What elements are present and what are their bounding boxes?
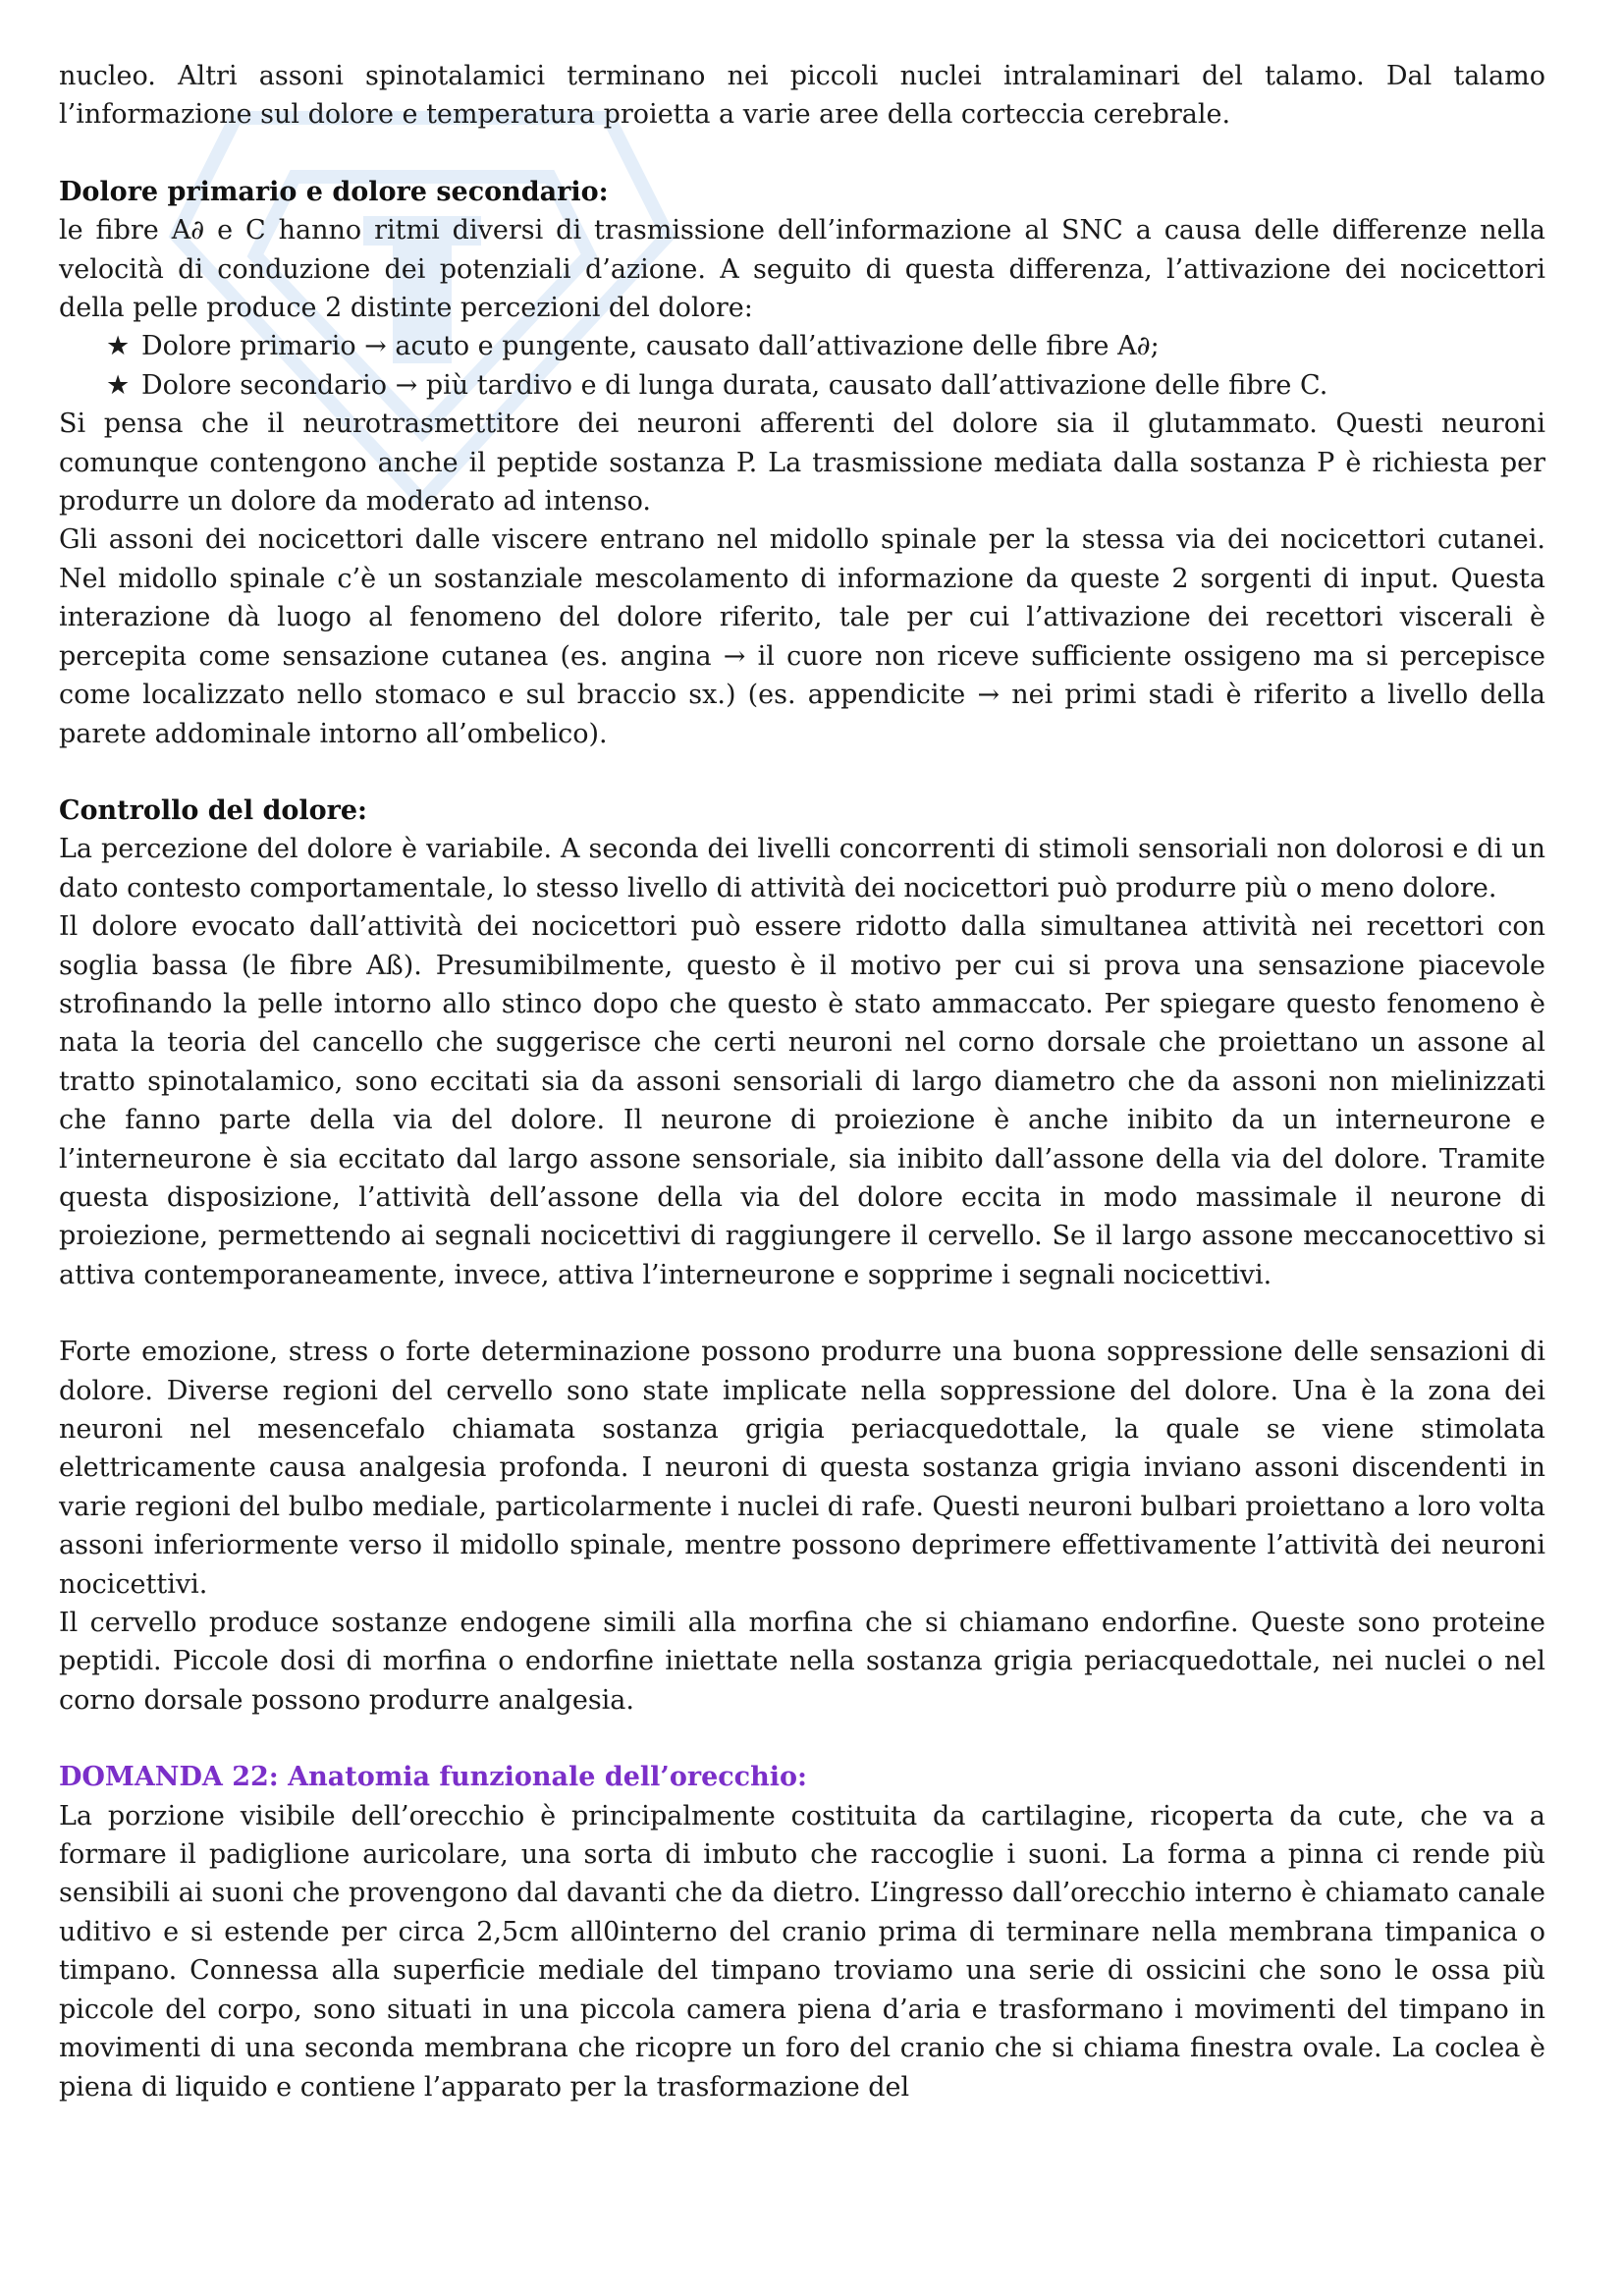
star-bullet-icon: ★ (106, 331, 131, 362)
list-item-text: Dolore secondario → più tardivo e di lunga durata, causato dall’attivazione delle fibre C. (141, 369, 1328, 401)
neurotransmitter-paragraph: Si pensa che il neurotrasmettitore dei neuroni afferenti del dolore sia il glutammato. Questi neuroni comunque contengono anche il peptide sostanza P. La trasmissione mediata dalla sostanza P è richiesta per produrre un dolore da moderato ad intenso. (59, 409, 1545, 518)
spacer (59, 1720, 1545, 1758)
section-heading-pain-control: Controllo del dolore: (59, 794, 367, 826)
referred-pain-paragraph: Gli assoni dei nocicettori dalle viscere entrano nel midollo spinale per la stessa via dei nocicettori cutanei. Nel midollo spinale c’è un sostanziale mescolamento di informazione da queste 2 sorgenti di input. Questa interazione dà luogo al fenomeno del dolore riferito, tale per cui l’attivazione dei recettori viscerali è percepita come sensazione cutanea (es. angina → il cuore non riceve sufficiente ossigeno ma si percepisce come localizzato nello stomaco e sul braccio sx.) (es. appendicite → nei primi stadi è riferito a livello della parete addominale intorno all’ombelico). (59, 524, 1545, 749)
gate-theory-paragraph: Il dolore evocato dall’attività dei nocicettori può essere ridotto dalla simultanea attività nei recettori con soglia bassa (le fibre Aß). Presumibilmente, questo è il motivo per cui si prova una sensazione piacevole strofinando la pelle intorno allo stinco dopo che questo è stato ammaccato. Per spiegare questo fenomeno è nata la teoria del cancello che suggerisce che certi neuroni nel corno dorsale che proiettano un assone al tratto spinotalamico, sono eccitati sia da assoni sensoriali di largo diametro che da assoni non mielinizzati che fanno parte della via del dolore. Il neurone di proiezione è anche inibito da un interneurone e l’interneurone è sia eccitato dal largo assone sensoriale, sia inibito dall’assone della via del dolore. Tramite questa disposizione, l’attività dell’assone della via del dolore eccita in modo massimale il neurone di proiezione, permettendo ai segnali nocicettivi di raggiungere il cervello. Se il largo assone meccanocettivo si attiva contemporaneamente, invece, attiva l’interneurone e sopprime i segnali nocicettivi. (59, 911, 1545, 1290)
primary-secondary-intro-paragraph: le fibre A∂ e C hanno ritmi diversi di trasmissione dell’informazione al SNC a causa delle differenze nella velocità di conduzione dei potenziali d’azione. A seguito di questa differenza, l’attivazione dei nocicettori della pelle produce 2 distinte percezioni del dolore: (59, 215, 1545, 324)
list-item (106, 327, 1545, 365)
ear-anatomy-paragraph: La porzione visibile dell’orecchio è principalmente costituita da cartilagine, ricoperta da cute, che va a formare il padiglione auricolare, una sorta di imbuto che raccoglie i suoni. La forma a pinna ci rende più sensibili ai suoni che provengono dal davanti che da dietro. L’ingresso dall’orecchio interno è chiamato canale uditivo e si estende per circa 2,5cm all0interno del cranio prima di terminare nella membrana timpanica o timpano. Connessa alla superficie mediale del timpano troviamo una serie di ossicini che sono le ossa più piccole del corpo, sono situati in una piccola camera piena d’aria e trasformano i movimenti del timpano in movimenti di una seconda membrana che ricopre un foro del cranio che si chiama finestra ovale. La coclea è piena di liquido e contiene l’apparato per la trasformazione del (59, 1800, 1545, 2103)
pain-suppression-paragraph: Forte emozione, stress o forte determinazione possono produrre una buona soppressione delle sensazioni di dolore. Diverse regioni del cervello sono state implicate nella soppressione del dolore. Una è la zona dei neuroni nel mesencefalo chiamata sostanza grigia periacquedottale, la quale se viene stimolata elettricamente causa analgesia profonda. I neuroni di questa sostanza grigia inviano assoni discendenti in varie regioni del bulbo mediale, particolarmente i nuclei di rafe. Questi neuroni bulbari proiettano a loro volta assoni inferiormente verso il midollo spinale, mentre possono deprimere effettivamente l’attività dei neuroni nocicettivi. (59, 1337, 1545, 1600)
spacer (59, 753, 1545, 792)
document-page (59, 57, 1545, 2106)
section-heading-primary-secondary-pain: Dolore primario e dolore secondario: (59, 176, 609, 207)
pain-perception-paragraph: La percezione del dolore è variabile. A seconda dei livelli concorrenti di stimoli sensoriali non dolorosi e di un dato contesto comportamentale, lo stesso livello di attività dei nocicettori può produrre più o meno dolore. (59, 834, 1545, 903)
intro-paragraph: nucleo. Altri assoni spinotalamici terminano nei piccoli nuclei intralaminari del talamo. Dal talamo l’informazione sul dolore e temperatura proietta a varie aree della corteccia cerebrale. (59, 61, 1545, 131)
question-22-heading: DOMANDA 22: Anatomia funzionale dell’orecchio: (59, 1762, 807, 1793)
spacer (59, 1294, 1545, 1333)
star-bullet-icon: ★ (106, 369, 131, 401)
list-item (106, 366, 1545, 405)
list-item-text: Dolore primario → acuto e pungente, causato dall’attivazione delle fibre A∂; (141, 331, 1160, 362)
pain-types-list (59, 327, 1545, 405)
spacer (59, 135, 1545, 173)
endorphins-paragraph: Il cervello produce sostanze endogene simili alla morfina che si chiamano endorfine. Queste sono proteine peptidi. Piccole dosi di morfina o endorfine iniettate nella sostanza grigia periacquedottale, nei nuclei o nel corno dorsale possono produrre analgesia. (59, 1608, 1545, 1716)
